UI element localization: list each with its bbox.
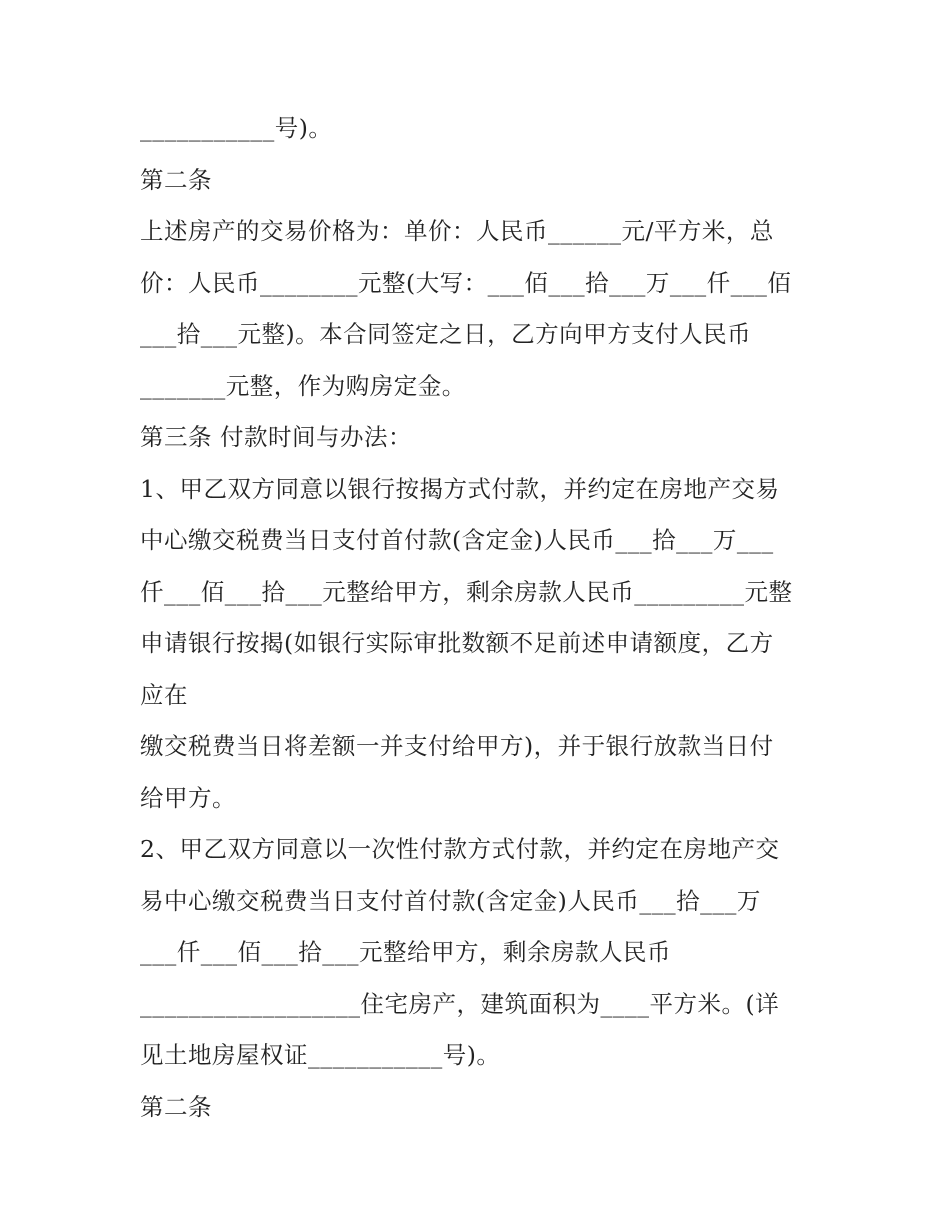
text-line-15: 2、甲乙双方同意以一次性付款方式付款，并约定在房地产交: [140, 835, 780, 863]
text-line-4: 价：人民币________元整(大写：___佰___拾___万___仟___佰: [140, 268, 792, 297]
text-line-9: 中心缴交税费当日支付首付款(含定金)人民币___拾___万___: [140, 526, 774, 554]
document-body: [140, 103, 830, 1133]
text-line-19: 见土地房屋权证___________号)。: [140, 1041, 501, 1069]
text-line-11: 申请银行按揭(如银行实际审批数额不足前述申请额度，乙方: [140, 629, 774, 657]
text-line-13: 缴交税费当日将差额一并支付给甲方)，并于银行放款当日付: [140, 732, 774, 760]
text-line-12: 应在: [140, 680, 188, 709]
text-line-3: 上述房产的交易价格为：单价：人民币______元/平方米，总: [140, 217, 774, 245]
section-heading: 第二条: [140, 1092, 212, 1121]
text-line-6: _______元整，作为购房定金。: [140, 371, 466, 400]
text-line-17: ___仟___佰___拾___元整给甲方，剩余房款人民币: [140, 938, 671, 966]
section-heading: 第三条 付款时间与办法：: [140, 423, 412, 451]
text-line-1: ___________号)。: [140, 114, 333, 142]
text-line-10: 仟___佰___拾___元整给甲方，剩余房款人民币_________元整: [140, 577, 793, 606]
section-heading: 第二条: [140, 165, 212, 194]
text-line-16: 易中心缴交税费当日支付首付款(含定金)人民币___拾___万: [140, 886, 761, 915]
text-line-18: __________________住宅房产，建筑面积为____平方米。(详: [140, 989, 780, 1018]
text-line-14: 给甲方。: [140, 783, 236, 812]
text-line-8: 1、甲乙双方同意以银行按揭方式付款，并约定在房地产交易: [140, 474, 780, 503]
text-line-5: ___拾___元整)。本合同签定之日，乙方向甲方支付人民币: [140, 320, 752, 348]
